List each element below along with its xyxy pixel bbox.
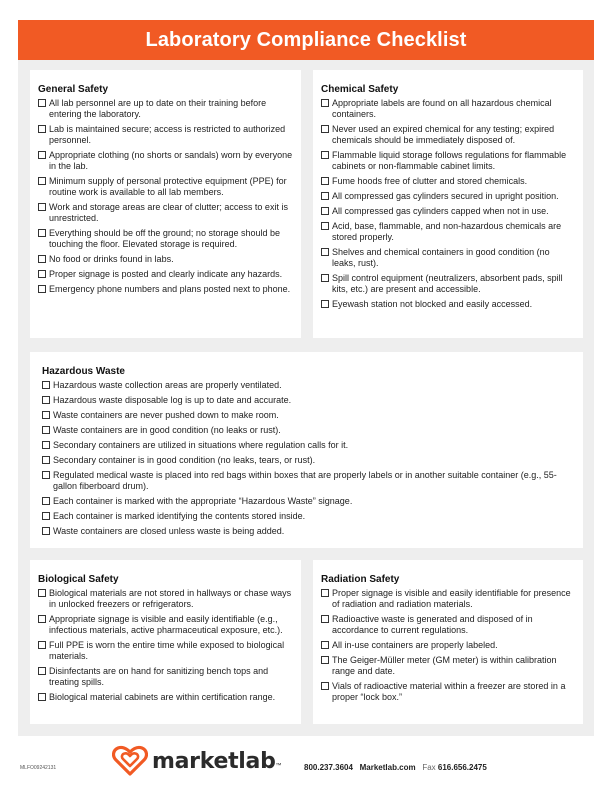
chemical-safety-section [313,70,583,338]
checklist-item [38,588,293,610]
checklist-item-text: Hazardous waste collection areas are properly ventilated. [53,380,282,390]
checklist [42,380,575,537]
checklist-item [321,299,575,310]
checklist-item-text: All compressed gas cylinders secured in upright position. [332,191,559,201]
checklist-item [321,247,575,269]
checkbox[interactable] [38,641,46,649]
checklist-item-text: The Geiger-Müller meter (GM meter) is within calibration range and date. [332,655,557,676]
checklist-item [321,655,575,677]
checklist-item [321,191,575,202]
checkbox[interactable] [38,285,46,293]
checkbox[interactable] [38,615,46,623]
checkbox[interactable] [42,441,50,449]
checklist-item-text: Vials of radioactive material within a freezer are stored in a proper “lock box.” [332,681,566,702]
checklist-item [42,410,575,421]
checklist-item [321,176,575,187]
checklist-item-text: Flammable liquid storage follows regulations for flammable cabinets or non-flammable cabinet limits. [332,150,567,171]
checkbox[interactable] [38,270,46,278]
checkbox[interactable] [38,667,46,675]
checklist-item [38,666,293,688]
checkbox[interactable] [321,222,329,230]
checklist-item-text: Proper signage is posted and clearly indicate any hazards. [49,269,283,279]
checklist-item [42,455,575,466]
checklist-item [42,380,575,391]
checklist-item-text: Each container is marked with the appropriate “Hazardous Waste” signage. [53,496,353,506]
checkbox[interactable] [38,693,46,701]
checklist-item [321,221,575,243]
checklist-item-text: Waste containers are closed unless waste is being added. [53,526,285,536]
checkbox[interactable] [42,456,50,464]
section-heading: Chemical Safety [321,84,399,95]
checklist-item [321,150,575,172]
checkbox[interactable] [321,589,329,597]
fax-label: Fax [422,763,436,772]
general-safety-section [30,70,301,338]
checklist [321,98,575,310]
checkbox[interactable] [38,203,46,211]
checklist-item-text: Acid, base, flammable, and non-hazardous chemicals are stored properly. [332,221,562,242]
checklist-item [38,150,293,172]
hazardous-waste-section [30,352,583,548]
checklist-item-text: Waste containers are in good condition (no leaks or rust). [53,425,281,435]
section-heading: Biological Safety [38,574,119,585]
checkbox[interactable] [321,192,329,200]
checklist-item-text: Work and storage areas are clear of clutter; access to exit is unrestricted. [49,202,288,223]
checklist-item-text: Fume hoods free of clutter and stored chemicals. [332,176,528,186]
checklist-item-text: All in-use containers are properly labeled. [332,640,498,650]
checklist-item [38,228,293,250]
checklist-item [42,470,575,492]
checklist-item-text: Appropriate labels are found on all hazardous chemical containers. [332,98,552,119]
checkbox[interactable] [38,99,46,107]
checkbox[interactable] [38,125,46,133]
checkbox[interactable] [321,177,329,185]
checklist-item-text: Everything should be off the ground; no storage should be touching the floor. Elevated storage is required. [49,228,280,249]
checkbox[interactable] [321,248,329,256]
phone-number: 800.237.3604 [304,763,353,772]
checklist-item [38,640,293,662]
checklist-item-text: All compressed gas cylinders capped when not in use. [332,206,549,216]
checkbox[interactable] [42,497,50,505]
checklist-item [38,692,293,703]
biological-safety-section [30,560,301,724]
checklist-item-text: Regulated medical waste is placed into red bags within boxes that are properly labels or in another suitable container (e.g., 55-gallon fiberboard drum). [53,470,557,491]
checklist-item-text: Radioactive waste is generated and disposed of in accordance to current regulations. [332,614,533,635]
checklist-item-text: Each container is marked identifying the contents stored inside. [53,511,306,521]
checklist-item [42,511,575,522]
fax-number: 616.656.2475 [437,763,487,772]
checklist [38,98,293,295]
section-heading: General Safety [38,84,109,95]
checkbox[interactable] [321,300,329,308]
checklist-item-text: Hazardous waste disposable log is up to date and accurate. [53,395,292,405]
checkbox[interactable] [38,151,46,159]
checklist-item-text: Emergency phone numbers and plans posted next to phone. [49,284,291,294]
trademark-symbol: ™ [275,763,282,769]
checklist-item [42,526,575,537]
checklist-item [42,496,575,507]
checklist-item [321,98,575,120]
checklist-item-text: Biological materials are not stored in hallways or chase ways in unlocked freezers or refrigerators. [49,588,292,609]
checklist-item-text: Proper signage is visible and easily identifiable for presence of radiation and radiation materials. [332,588,571,609]
checklist-item [321,640,575,651]
website-link[interactable]: Marketlab.com [359,763,416,772]
checklist-item-text: Appropriate signage is visible and easily identifiable (e.g., infectious materials, active pharmaceutical exposure, etc.). [49,614,283,635]
checklist-item [42,440,575,451]
checklist-item-text: Disinfectants are on hand for sanitizing bench tops and treating spills. [49,666,269,687]
checkbox[interactable] [42,527,50,535]
section-heading: Radiation Safety [321,574,400,585]
document-code: MLFO09242131 [20,765,57,771]
checklist-item [42,395,575,406]
checklist-item-text: No food or drinks found in labs. [49,254,174,264]
checkbox[interactable] [321,99,329,107]
checklist-item-text: Never used an expired chemical for any testing; expired chemicals should be immediately disposed of. [332,124,555,145]
checklist-item-text: Appropriate clothing (no shorts or sandals) worn by everyone in the lab. [49,150,293,171]
checkbox[interactable] [321,125,329,133]
brand-name: marketlab [152,748,276,774]
heart-logo-icon [112,745,148,777]
checkbox[interactable] [321,682,329,690]
section-heading: Hazardous Waste [42,366,125,377]
checklist-item-text: Shelves and chemical containers in good condition (no leaks, rust). [332,247,550,268]
checkbox[interactable] [38,229,46,237]
checklist-item-text: Spill control equipment (neutralizers, absorbent pads, spill kits, etc.) are present and accessible. [332,273,563,294]
checklist-item [38,284,293,295]
checkbox[interactable] [42,426,50,434]
contact-info [304,763,487,772]
checkbox[interactable] [321,641,329,649]
checklist-item [38,269,293,280]
checklist [321,588,575,703]
page-title: Laboratory Compliance Checklist [145,28,467,51]
checkbox[interactable] [38,255,46,263]
checklist-item [321,588,575,610]
checklist-item-text: All lab personnel are up to date on their training before entering the laboratory. [49,98,267,119]
checklist-item [38,614,293,636]
checklist-item-text: Secondary containers are utilized in situations where regulation calls for it. [53,440,349,450]
radiation-safety-section [313,560,583,724]
checklist-item-text: Full PPE is worn the entire time while exposed to biological materials. [49,640,285,661]
checklist-item [321,124,575,146]
checklist-item [38,98,293,120]
checklist-item-text: Secondary container is in good condition (no leaks, tears, or rust). [53,455,316,465]
checkbox[interactable] [42,381,50,389]
checkbox[interactable] [321,656,329,664]
checkbox[interactable] [42,396,50,404]
checkbox[interactable] [38,177,46,185]
checklist-item-text: Lab is maintained secure; access is restricted to authorized personnel. [49,124,286,145]
checkbox[interactable] [42,512,50,520]
checkbox[interactable] [42,471,50,479]
checklist-item-text: Waste containers are never pushed down to make room. [53,410,279,420]
checkbox[interactable] [321,274,329,282]
checklist-item [38,124,293,146]
checklist-item-text: Eyewash station not blocked and easily accessed. [332,299,533,309]
checklist-item [321,681,575,703]
checkbox[interactable] [321,151,329,159]
checkbox[interactable] [321,615,329,623]
checklist-item [42,425,575,436]
checkbox[interactable] [321,207,329,215]
checklist-item [38,176,293,198]
checklist-item [321,206,575,217]
checklist [38,588,293,703]
checkbox[interactable] [38,589,46,597]
checklist-item-text: Biological material cabinets are within certification range. [49,692,276,702]
checklist-item [38,202,293,224]
checklist-item [321,273,575,295]
checklist-item [321,614,575,636]
marketlab-logo [112,744,282,778]
checklist-item-text: Minimum supply of personal protective equipment (PPE) for routine work is available to all lab members. [49,176,287,197]
title-bar [18,20,594,60]
checkbox[interactable] [42,411,50,419]
checklist-item [38,254,293,265]
